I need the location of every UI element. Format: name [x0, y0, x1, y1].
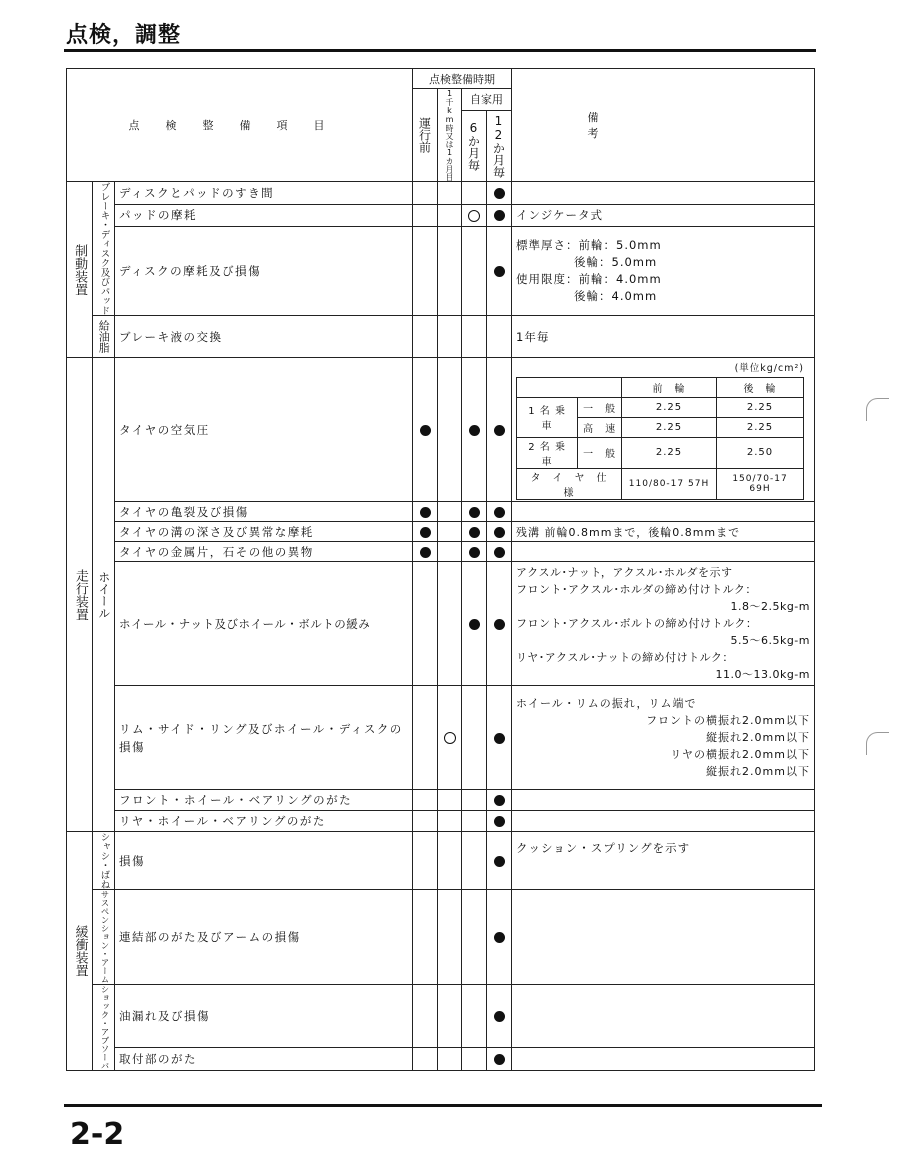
remarks-line: 縦振れ2.0mm以下 [706, 765, 810, 778]
filled-circle-mark [494, 795, 505, 806]
remarks-line: 11.0～13.0kg-m [715, 668, 810, 681]
filled-circle-mark [494, 733, 505, 744]
filled-circle-mark [494, 266, 505, 277]
binder-hole-mark [866, 732, 889, 755]
mark-cell [413, 686, 438, 790]
mark-cell [487, 1047, 512, 1070]
subcategory-wheel: ホイール [93, 358, 115, 832]
item-label: 連結部のがた及びアームの損傷 [115, 890, 413, 985]
item-label: ディスクの摩耗及び損傷 [115, 227, 413, 316]
mark-cell [462, 316, 487, 358]
header-rule [64, 49, 816, 52]
mark-cell [462, 227, 487, 316]
remarks-line: リヤの横振れ2.0mm以下 [670, 748, 810, 761]
mark-cell [462, 542, 487, 562]
tp-two-riders: 2 名 乗 車 [517, 437, 578, 468]
remarks-cell: 1年毎 [512, 316, 815, 358]
mark-cell [438, 522, 462, 542]
filled-circle-mark [494, 816, 505, 827]
mark-cell [462, 984, 487, 1047]
page-number: 2-2 [70, 1117, 125, 1152]
table-row [67, 358, 815, 502]
remarks-cell: 残溝 前輪0.8mmまで，後輪0.8mmまで [512, 522, 815, 542]
table-row [67, 686, 815, 790]
mark-cell [438, 316, 462, 358]
remarks-line: 5.5～6.5kg-m [730, 634, 810, 647]
remarks-line: 1.8～2.5kg-m [730, 600, 810, 613]
item-label: パッドの摩耗 [115, 204, 413, 227]
mark-cell [462, 358, 487, 502]
filled-circle-mark [494, 547, 505, 558]
mark-cell [438, 182, 462, 205]
subcategory-chassis-spring: シャシ・ばね [93, 832, 115, 890]
mark-cell [438, 542, 462, 562]
remarks-line: 縦振れ2.0mm以下 [706, 731, 810, 744]
mark-cell [462, 562, 487, 686]
mark-cell [438, 204, 462, 227]
header-six-month: 6か月毎 [462, 110, 487, 181]
mark-cell [413, 811, 438, 832]
filled-circle-mark [420, 425, 431, 436]
table-row [67, 182, 815, 205]
table-row [67, 832, 815, 890]
mark-cell [487, 204, 512, 227]
remarks-line: フロント･アクスル･ボルトの締め付けトルク： [516, 617, 758, 630]
mark-cell [413, 358, 438, 502]
mark-cell [487, 562, 512, 686]
category-suspension: 緩衝装置 [67, 832, 93, 1071]
mark-cell [413, 1047, 438, 1070]
tp-value: 150/70-17 69H [717, 468, 804, 499]
table-row [67, 502, 815, 522]
filled-circle-mark [494, 856, 505, 867]
item-label: 取付部のがた [115, 1047, 413, 1070]
table-row [67, 790, 815, 811]
mark-cell [487, 227, 512, 316]
subcategory-grease: 給油脂 [93, 316, 115, 358]
tp-normal: 一 般 [578, 437, 622, 468]
remarks-line: 標準厚さ：前輪：5.0mm [516, 238, 662, 252]
filled-circle-mark [494, 527, 505, 538]
table-row [67, 811, 815, 832]
tp-header-rear: 後 輪 [717, 377, 804, 397]
remarks-cell: クッション・スプリングを示す [512, 832, 815, 890]
mark-cell [413, 832, 438, 890]
mark-cell [487, 686, 512, 790]
mark-cell [487, 502, 512, 522]
mark-cell [462, 811, 487, 832]
category-brake: 制動装置 [67, 182, 93, 358]
remarks-line: フロントの横振れ2.0mm以下 [646, 714, 810, 727]
tp-header-front: 前 輪 [622, 377, 717, 397]
item-label: タイヤの空気圧 [115, 358, 413, 502]
remarks-cell [512, 686, 815, 790]
remarks-line: 後輪：4.0mm [574, 289, 658, 303]
tp-one-rider: 1 名 乗 車 [517, 397, 578, 437]
tp-value: 110/80-17 57H [622, 468, 717, 499]
open-circle-mark [444, 732, 456, 744]
filled-circle-mark [494, 1011, 505, 1022]
tire-pressure-table [516, 377, 804, 500]
mark-cell [438, 1047, 462, 1070]
table-row [67, 984, 815, 1047]
mark-cell [438, 890, 462, 985]
filled-circle-mark [494, 425, 505, 436]
header-self-use: 自家用 [462, 89, 512, 111]
mark-cell [413, 790, 438, 811]
filled-circle-mark [469, 507, 480, 518]
subcategory-disc-pad: ブレーキ・ディスク及びパッド [93, 182, 115, 316]
tp-header-blank [517, 377, 622, 397]
filled-circle-mark [494, 210, 505, 221]
item-label: 損傷 [115, 832, 413, 890]
mark-cell [413, 502, 438, 522]
filled-circle-mark [494, 619, 505, 630]
mark-cell [413, 227, 438, 316]
mark-cell [462, 790, 487, 811]
mark-cell [487, 984, 512, 1047]
filled-circle-mark [469, 425, 480, 436]
mark-cell [462, 204, 487, 227]
page-title: 点検，調整 [66, 23, 182, 48]
remarks-line: 後輪：5.0mm [574, 255, 658, 269]
remarks-line: ホイール・リムの振れ，リム端で [516, 697, 697, 710]
mark-cell [487, 811, 512, 832]
mark-cell [438, 562, 462, 686]
header-by-distance: 1千km時又は1カ月目 [438, 89, 462, 182]
item-label: タイヤの亀裂及び損傷 [115, 502, 413, 522]
table-row [67, 316, 815, 358]
binder-hole-mark [866, 398, 889, 421]
mark-cell [413, 522, 438, 542]
mark-cell [487, 542, 512, 562]
mark-cell [462, 890, 487, 985]
filled-circle-mark [420, 547, 431, 558]
remarks-cell [512, 790, 815, 811]
remarks-cell [512, 1047, 815, 1070]
tp-value: 2.50 [717, 437, 804, 468]
mark-cell [438, 832, 462, 890]
tp-value: 2.25 [622, 417, 717, 437]
remarks-line: リヤ･アクスル･ナットの締め付けトルク： [516, 651, 734, 664]
mark-cell [462, 522, 487, 542]
mark-cell [487, 182, 512, 205]
table-row [67, 204, 815, 227]
item-label: フロント・ホイール・ベアリングのがた [115, 790, 413, 811]
tp-value: 2.25 [622, 397, 717, 417]
tp-normal: 一 般 [578, 397, 622, 417]
header-period: 点検整備時期 [413, 69, 512, 89]
remarks-line: フロント･アクスル･ホルダの締め付けトルク： [516, 583, 757, 596]
header-item: 点検整備項目 [67, 69, 413, 182]
table-row [67, 522, 815, 542]
item-label: リヤ・ホイール・ベアリングのがた [115, 811, 413, 832]
filled-circle-mark [420, 507, 431, 518]
filled-circle-mark [494, 507, 505, 518]
mark-cell [438, 502, 462, 522]
mark-cell [487, 832, 512, 890]
filled-circle-mark [494, 1054, 505, 1065]
mark-cell [462, 502, 487, 522]
item-label: タイヤの金属片，石その他の異物 [115, 542, 413, 562]
mark-cell [487, 358, 512, 502]
mark-cell [413, 984, 438, 1047]
filled-circle-mark [494, 932, 505, 943]
remarks-cell [512, 562, 815, 686]
mark-cell [438, 984, 462, 1047]
tp-value: 2.25 [717, 397, 804, 417]
tp-tire-spec: タ イ ヤ 仕 様 [517, 468, 622, 499]
subcategory-arm: サスペンション・アーム [93, 890, 115, 985]
open-circle-mark [468, 210, 480, 222]
mark-cell [487, 890, 512, 985]
mark-cell [462, 686, 487, 790]
table-row [67, 542, 815, 562]
inspection-table [66, 68, 815, 1071]
filled-circle-mark [494, 188, 505, 199]
mark-cell [462, 182, 487, 205]
filled-circle-mark [469, 619, 480, 630]
tp-value: 2.25 [622, 437, 717, 468]
header-twelve-month: 12か月毎 [487, 110, 512, 181]
remarks-cell [512, 811, 815, 832]
subcategory-shock-absorber: ショック・アブソーバ [93, 984, 115, 1070]
mark-cell [438, 811, 462, 832]
mark-cell [438, 790, 462, 811]
mark-cell [487, 316, 512, 358]
item-label: タイヤの溝の深さ及び異常な摩耗 [115, 522, 413, 542]
tire-pressure-unit: (単位kg/cm²) [734, 362, 804, 374]
filled-circle-mark [420, 527, 431, 538]
mark-cell [413, 890, 438, 985]
mark-cell [487, 522, 512, 542]
header-before-ride: 運行前 [413, 89, 438, 182]
mark-cell [462, 832, 487, 890]
filled-circle-mark [469, 547, 480, 558]
remarks-cell [512, 358, 815, 502]
mark-cell [462, 1047, 487, 1070]
tp-high-speed: 高 速 [578, 417, 622, 437]
item-label: リム・サイド・リング及びホイール・ディスクの損傷 [115, 686, 413, 790]
remarks-cell [512, 890, 815, 985]
filled-circle-mark [469, 527, 480, 538]
mark-cell [413, 562, 438, 686]
mark-cell [413, 316, 438, 358]
item-label: ホイール・ナット及びホイール・ボルトの緩み [115, 562, 413, 686]
remarks-cell: インジケータ式 [512, 204, 815, 227]
table-row [67, 227, 815, 316]
remarks-cell [512, 542, 815, 562]
item-label: ブレーキ液の交換 [115, 316, 413, 358]
table-row [67, 1047, 815, 1070]
remarks-line: アクスル･ナット，アクスル･ホルダを示す [516, 566, 733, 579]
item-label: 油漏れ及び損傷 [115, 984, 413, 1047]
mark-cell [487, 790, 512, 811]
mark-cell [413, 542, 438, 562]
remarks-cell [512, 182, 815, 205]
mark-cell [413, 204, 438, 227]
mark-cell [438, 686, 462, 790]
header-remarks: 備考 [512, 69, 815, 182]
table-row [67, 890, 815, 985]
mark-cell [438, 358, 462, 502]
remarks-cell [512, 227, 815, 316]
tp-value: 2.25 [717, 417, 804, 437]
remarks-cell [512, 502, 815, 522]
footer-rule [64, 1104, 822, 1107]
remarks-cell [512, 984, 815, 1047]
item-label: ディスクとパッドのすき間 [115, 182, 413, 205]
table-row [67, 562, 815, 686]
mark-cell [438, 227, 462, 316]
category-running-gear: 走行装置 [67, 358, 93, 832]
mark-cell [413, 182, 438, 205]
remarks-line: 使用限度：前輪：4.0mm [516, 272, 662, 286]
